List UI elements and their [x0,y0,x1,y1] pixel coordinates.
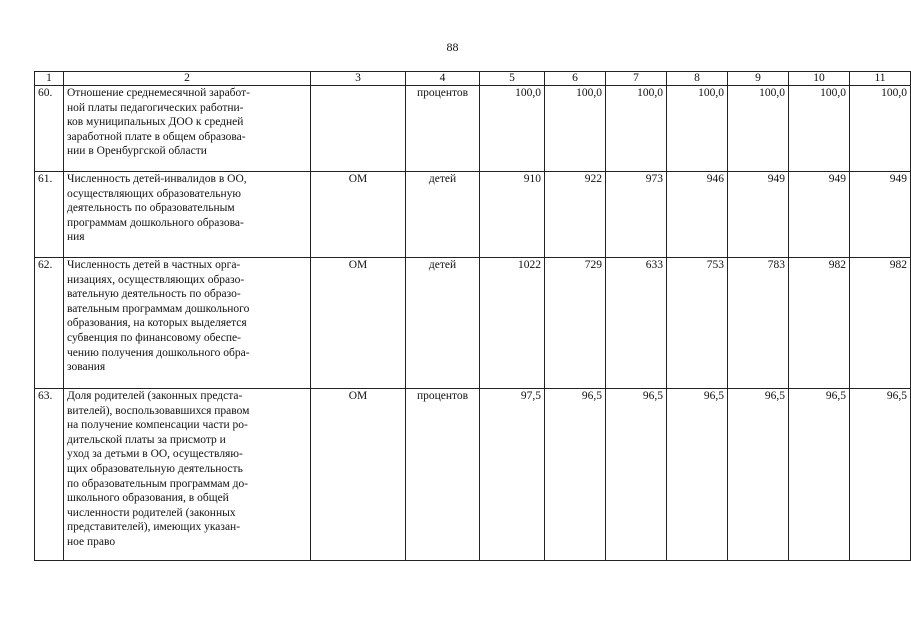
indicator-name-line: ное право [67,535,116,548]
table-row [35,389,911,561]
indicator-name-line: нии в Оренбургской области [67,145,207,158]
responsible-cell: ОМ [311,389,406,561]
indicator-name-line: по образовательным программам до- [67,477,249,490]
column-header: 10 [789,72,850,86]
indicator-name-line: Отношение среднемесячной заработ- [67,87,250,99]
column-header: 4 [406,72,480,86]
indicator-name-line: представителей), имеющих указан- [67,521,241,534]
indicator-name-line: субвенция по финансовому обеспе- [67,331,241,344]
table-row [35,172,911,258]
indicator-name-line: ния [67,231,85,244]
value-cell: 753 [667,258,728,389]
unit-cell: детей [406,172,480,258]
value-cell: 100,0 [850,86,911,172]
indicator-name-line: чению получения дошкольного обра- [67,346,250,359]
value-cell: 949 [789,172,850,258]
responsible-cell: ОМ [311,172,406,258]
responsible-cell [311,86,406,172]
indicator-name-line: дительской платы за присмотр и [67,433,226,446]
value-cell: 982 [850,258,911,389]
table-row [35,86,911,172]
value-cell: 96,5 [850,389,911,561]
value-cell: 100,0 [480,86,545,172]
row-number: 61. [35,172,64,258]
value-cell: 97,5 [480,389,545,561]
indicator-name-line: низациях, осуществляющих образо- [67,273,245,286]
indicator-name-line: школьного образования, в общей [67,492,229,505]
value-cell: 633 [606,258,667,389]
value-cell: 729 [545,258,606,389]
value-cell: 922 [545,172,606,258]
value-cell: 910 [480,172,545,258]
value-cell: 949 [850,172,911,258]
column-header: 2 [64,72,311,86]
indicator-name-line: программам дошкольного образова- [67,216,244,229]
indicator-name-line: вательным программам дошкольного [67,302,250,315]
unit-cell: процентов [406,86,480,172]
value-cell: 100,0 [606,86,667,172]
value-cell: 100,0 [545,86,606,172]
value-cell: 946 [667,172,728,258]
row-number: 63. [35,389,64,561]
value-cell: 783 [728,258,789,389]
responsible-cell: ОМ [311,258,406,389]
value-cell: 100,0 [667,86,728,172]
value-cell: 982 [789,258,850,389]
indicator-name-line: ков муниципальных ДОО к средней [67,116,244,129]
indicator-name-line: ной платы педагогических работни- [67,101,244,114]
indicator-name-line: на получение компенсации части ро- [67,419,248,432]
value-cell: 96,5 [667,389,728,561]
unit-cell: детей [406,258,480,389]
indicator-name-line: вителей), воспользовавшихся правом [67,404,250,417]
value-cell: 949 [728,172,789,258]
indicator-name-line: образования, на которых выделяется [67,317,247,330]
column-header: 11 [850,72,911,86]
indicator-name [64,258,311,389]
indicator-name [64,172,311,258]
indicator-name-line: Численность детей в частных орга- [67,259,241,271]
indicator-name-line: Численность детей-инвалидов в ОО, [67,173,247,185]
unit-cell: процентов [406,389,480,561]
row-number: 60. [35,86,64,172]
column-number-row [35,72,911,86]
value-cell: 96,5 [545,389,606,561]
page-number: 88 [446,40,459,54]
indicator-name-line: зования [67,361,106,374]
indicator-name-line: осуществляющих образовательную [67,187,242,200]
indicator-name-line: деятельность по образовательным [67,202,235,215]
indicator-name-line: численности родителей (законных [67,506,236,519]
column-header: 1 [35,72,64,86]
column-header: 5 [480,72,545,86]
column-header: 8 [667,72,728,86]
value-cell: 100,0 [728,86,789,172]
indicator-name [64,389,311,561]
value-cell: 96,5 [789,389,850,561]
indicator-name-line: заработной плате в общем образова- [67,130,246,143]
value-cell: 96,5 [728,389,789,561]
indicator-name-line: щих образовательную деятельность [67,462,243,475]
row-number: 62. [35,258,64,389]
indicators-table [34,71,911,561]
column-header: 9 [728,72,789,86]
value-cell: 96,5 [606,389,667,561]
indicator-name-line: уход за детьми в ОО, осуществляю- [67,448,243,461]
value-cell: 1022 [480,258,545,389]
table-row [35,258,911,389]
column-header: 6 [545,72,606,86]
value-cell: 100,0 [789,86,850,172]
value-cell: 973 [606,172,667,258]
indicator-name-line: вательную деятельность по образо- [67,288,241,301]
indicator-name [64,86,311,172]
column-header: 7 [606,72,667,86]
indicator-name-line: Доля родителей (законных предста- [67,390,243,402]
column-header: 3 [311,72,406,86]
